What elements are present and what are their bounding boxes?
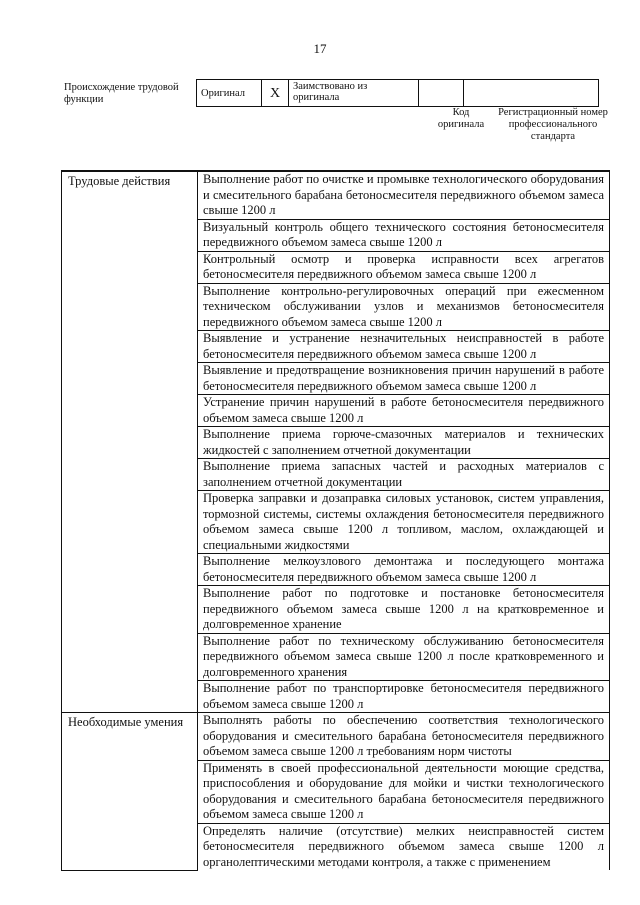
- function-table: [61, 170, 610, 871]
- section-item: Выполнение работ по техническому обслуживанию бетоносмесителя передвижного объемом замеса свыше 1200 л после кратковременного и долговременного хранения: [198, 633, 610, 681]
- section-item: Выполнение приема запасных частей и расходных материалов с заполнением отчетной документации: [198, 459, 610, 491]
- section-item: Применять в своей профессиональной деятельности моющие средства, приспособления и оборудование для мойки и чистки технологического оборудования и смесительного барабана бетоносмесителя передвижного объемом замеса свыше 1200 л: [198, 760, 610, 823]
- section-item: Выявление и устранение незначительных неисправностей в работе бетоносмесителя передвижного объемом замеса свыше 1200 л: [198, 331, 610, 363]
- code-label: Код оригинала: [437, 107, 485, 130]
- table-row: [62, 713, 610, 761]
- section-item: Визуальный контроль общего технического состояния бетоносмесителя передвижного объемом замеса свыше 1200 л: [198, 219, 610, 251]
- section-item: Выполнение работ по транспортировке бетоносмесителя передвижного объемом замеса свыше 1200 л: [198, 681, 610, 713]
- section-item: Устранение причин нарушений в работе бетоносмесителя передвижного объемом замеса свыше 1200 л: [198, 395, 610, 427]
- section-item: Выполнение мелкоузлового демонтажа и последующего монтажа бетоносмесителя передвижного объемом замеса свыше 1200 л: [198, 554, 610, 586]
- table-row: [62, 171, 610, 219]
- section-item: Выполнение работ по очистке и промывке технологического оборудования и смесительного барабана бетоносмесителя передвижного объемом замеса свыше 1200 л: [198, 171, 610, 219]
- origin-table: [196, 79, 599, 107]
- page-number: 17: [313, 41, 327, 56]
- section-item: Проверка заправки и дозаправка силовых установок, систем управления, тормозной системы, системы охлаждения бетоносмесителя передвижного объемом замеса свыше 1200 л топливом, маслом, охлаждающей и специальными жидкостями: [198, 491, 610, 554]
- original-mark: X: [262, 80, 289, 107]
- section-item: Выполнение контрольно-регулировочных операций при ежесменном техническом обслуживании узлов и механизмов бетоносмесителя передвижного объемом замеса свыше 1200 л: [198, 283, 610, 331]
- section-title: Трудовые действия: [62, 171, 198, 713]
- section-item: Выявление и предотвращение возникновения причин нарушений в работе бетоносмесителя передвижного объемом замеса свыше 1200 л: [198, 363, 610, 395]
- borrowed-label: Заимствовано из оригинала: [289, 80, 419, 107]
- section-item: Определять наличие (отсутствие) мелких неисправностей систем бетоносмесителя передвижного объемом замеса свыше 1200 л органолептическими методами контроля, а также с применением: [198, 823, 610, 870]
- code-cell: [419, 80, 464, 107]
- section-item: Выполнение работ по подготовке и постановке бетоносмесителя передвижного объемом замеса свыше 1200 л на кратковременное и долговременное хранение: [198, 586, 610, 634]
- section-title: Необходимые умения: [62, 713, 198, 871]
- section-item: Контрольный осмотр и проверка исправности всех агрегатов бетоносмесителя передвижного объемом замеса свыше 1200 л: [198, 251, 610, 283]
- section-item: Выполнение приема горюче-смазочных материалов и технических жидкостей с заполнением отчетной документации: [198, 427, 610, 459]
- reg-number-cell: [464, 80, 599, 107]
- origin-label: Происхождение трудовой функции: [64, 82, 179, 105]
- reg-number-label: Регистрационный номер профессионального стандарта: [498, 107, 608, 142]
- section-item: Выполнять работы по обеспечению соответствия технологического оборудования и смесительного барабана бетоносмесителя передвижного объемом замеса свыше 1200 л требованиям норм чистоты: [198, 713, 610, 761]
- original-label: Оригинал: [197, 80, 262, 107]
